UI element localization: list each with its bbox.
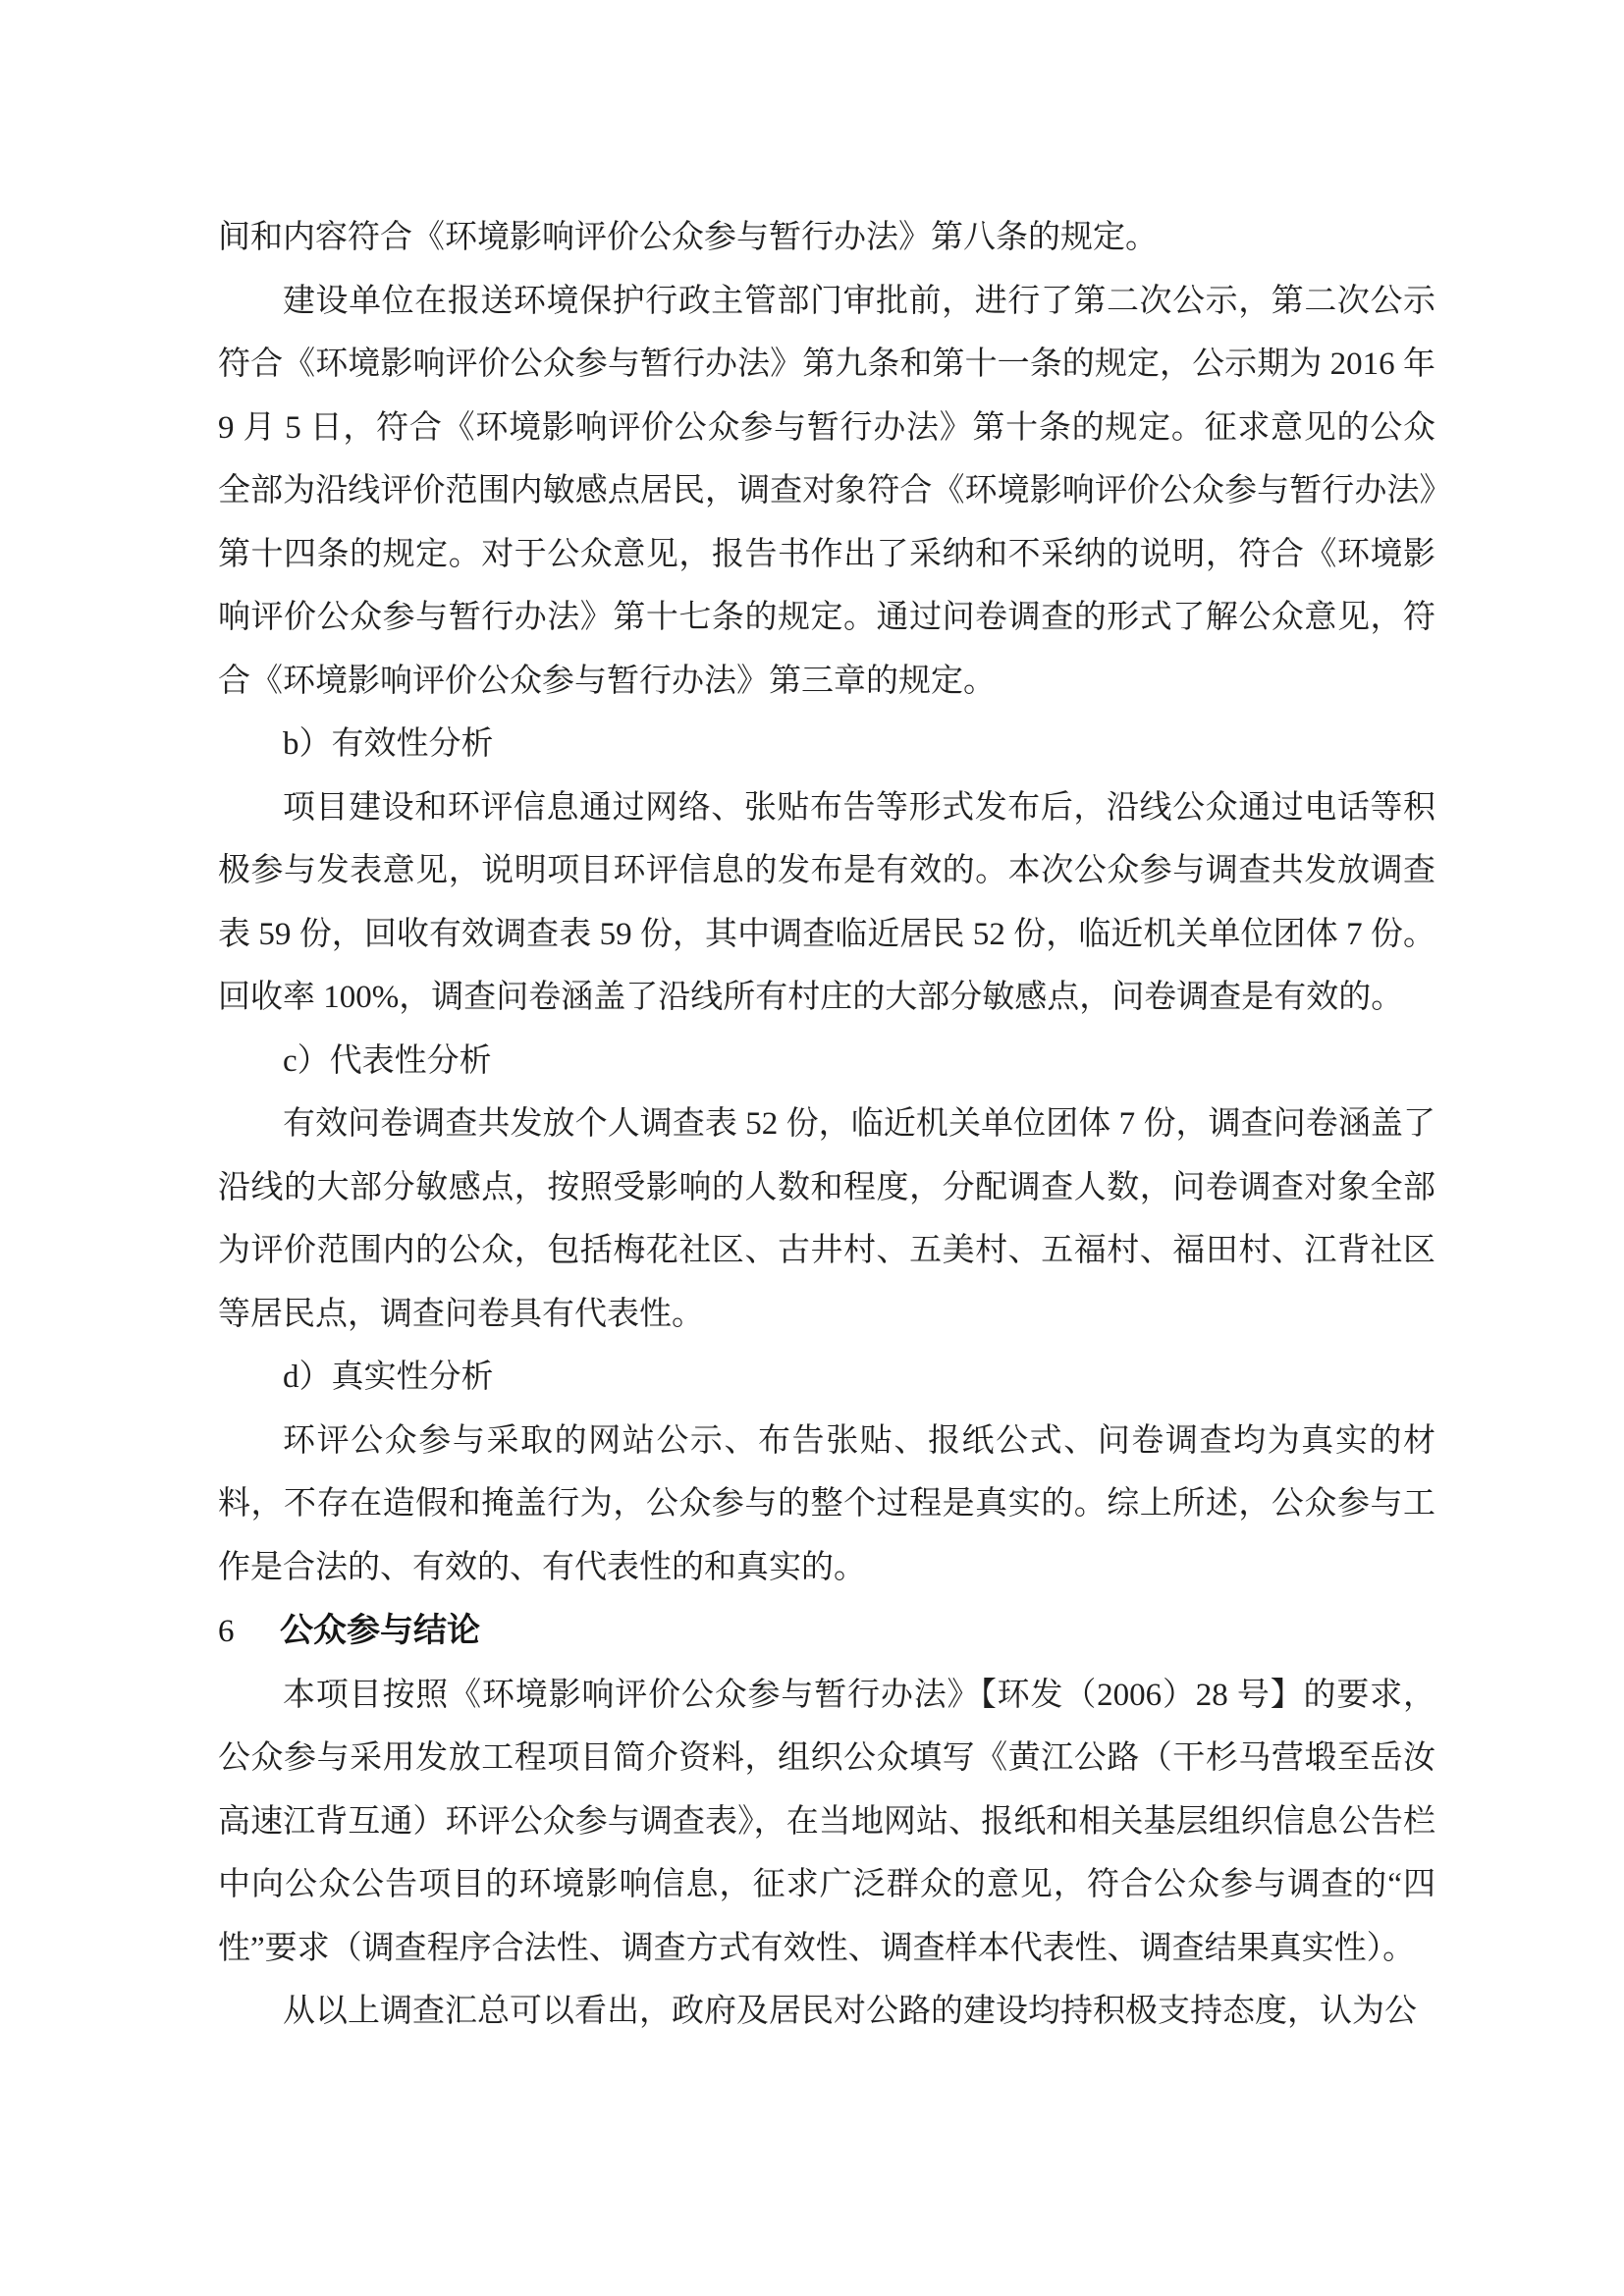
subheading-representativeness-analysis: c）代表性分析 — [283, 1042, 492, 1079]
paragraph-publicity-compliance-continuation: 间和内容符合《环境影响评价公众参与暂行办法》第八条的规定。 — [218, 220, 1158, 255]
subheading-effectiveness-analysis: b）有效性分析 — [283, 726, 494, 762]
section-title: 公众参与结论 — [280, 1612, 480, 1649]
subheading-authenticity-analysis: d）真实性分析 — [283, 1360, 494, 1395]
paragraph-effectiveness-analysis: 项目建设和环评信息通过网络、张贴布告等形式发布后，沿线公众通过电话等积极参与发表意见，说明项目环评信息的发布是有效的。本次公众参与调查共发放调查表 59 份，回收有效调查表 59 份，其中调查临近居民 52 份，临近机关单位团体 7 份。回收率 100%，调查问卷涵盖了沿线所有村庄的大部分敏感点，问卷调查是有效的。 — [218, 789, 1435, 1015]
section-heading-public-participation-conclusion — [218, 1599, 1435, 1664]
paragraph-second-publicity: 建设单位在报送环境保护行政主管部门审批前，进行了第二次公示，第二次公示符合《环境影响评价公众参与暂行办法》第九条和第十一条的规定，公示期为 2016 年 9 月 5 日，符合《环境影响评价公众参与暂行办法》第十条的规定。征求意见的公众全部为沿线评价范围内敏感点居民，调查对象符合《环境影响评价公众参与暂行办法》第十四条的规定。对于公众意见，报告书作出了采纳和不采纳的说明，符合《环境影响评价公众参与暂行办法》第十七条的规定。通过问卷调查的形式了解公众意见，符合《环境影响评价公众参与暂行办法》第三章的规定。 — [218, 283, 1435, 699]
paragraph-authenticity-analysis: 环评公众参与采取的网站公示、布告张贴、报纸公式、问卷调查均为真实的材料，不存在造假和掩盖行为，公众参与的整个过程是真实的。综上所述，公众参与工作是合法的、有效的、有代表性的和真实的。 — [218, 1422, 1435, 1585]
section-number: 6 — [218, 1614, 235, 1649]
paragraph-representativeness-analysis: 有效问卷调查共发放个人调查表 52 份，临近机关单位团体 7 份，调查问卷涵盖了沿线的大部分敏感点，按照受影响的人数和程度，分配调查人数，问卷调查对象全部为评价范围内的公众，包括梅花社区、古井村、五美村、五福村、福田村、江背社区等居民点，调查问卷具有代表性。 — [218, 1106, 1435, 1332]
page-text-block — [218, 206, 1435, 2044]
paragraph-conclusion-method: 本项目按照《环境影响评价公众参与暂行办法》【环发（2006）28 号】的要求，公众参与采用发放工程项目简介资料，组织公众填写《黄江公路（干杉马营塅至岳汝高速江背互通）环评公众参与调查表》，在当地网站、报纸和相关基层组织信息公告栏中向公众公告项目的环境影响信息，征求广泛群众的意见，符合公众参与调查的“四性”要求（调查程序合法性、调查方式有效性、调查样本代表性、调查结果真实性）。 — [218, 1677, 1435, 1966]
paragraph-conclusion-attitude: 从以上调查汇总可以看出，政府及居民对公路的建设均持积极支持态度，认为公 — [283, 1994, 1417, 2029]
